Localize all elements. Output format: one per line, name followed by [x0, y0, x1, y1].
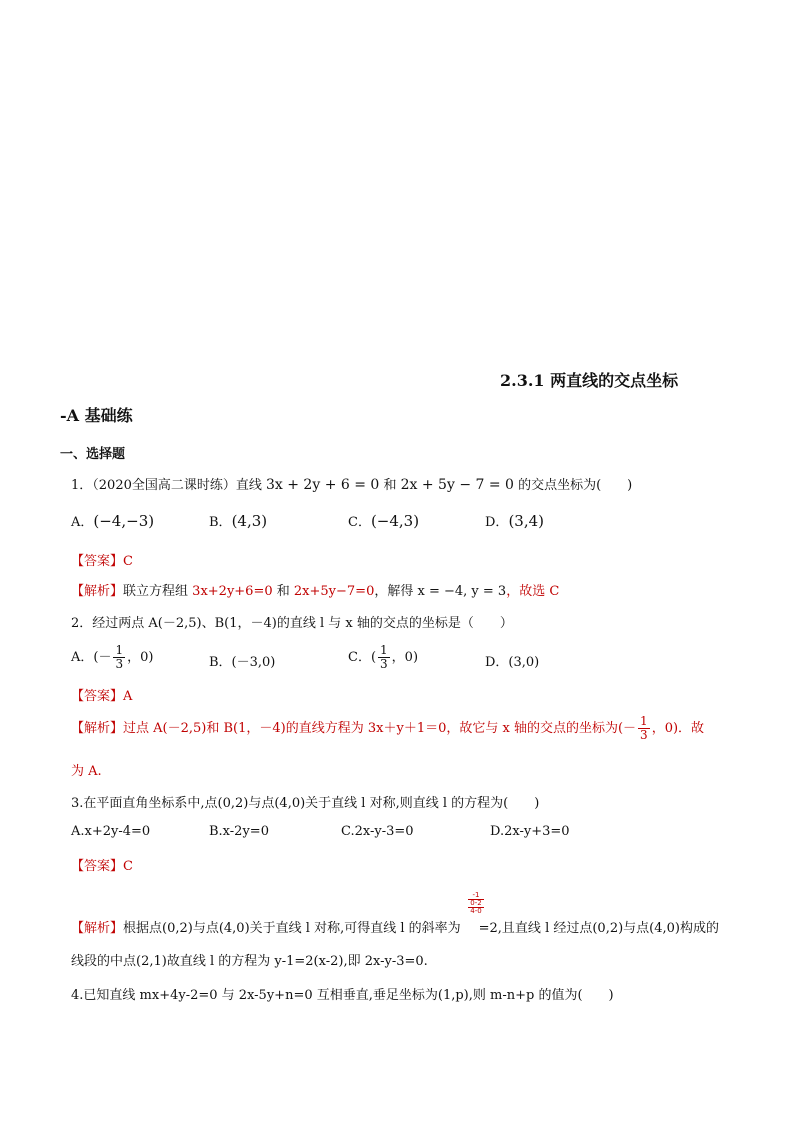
question-1-analysis [71, 580, 559, 599]
analysis-equation: 3x＋y＋1＝0 [367, 721, 447, 736]
section-heading: -A 基础练 [60, 406, 133, 425]
fraction-denominator: 3 [640, 728, 648, 742]
option-label: A．(－ [71, 650, 112, 665]
question-1-answer [71, 550, 133, 569]
question-1-stem-tail: 的交点坐标为( ) [518, 478, 633, 493]
question-1-option-d [485, 511, 544, 530]
option-label: B． [209, 515, 232, 530]
fraction-one-third [638, 715, 650, 742]
analysis-conclusion: ，0)．故 [651, 721, 705, 736]
question-1-equation-2: 2x + 5y − 7 = 0 [400, 477, 514, 493]
analysis-text: 过点 A(－2,5)和 B(1，－4)的直线方程为 [123, 721, 364, 736]
question-3-analysis [71, 917, 719, 936]
fraction-one-third [113, 644, 125, 671]
analysis-text: 联立方程组 [123, 584, 189, 599]
question-1-option-c [348, 511, 419, 530]
option-label: A． [71, 515, 94, 530]
fraction-denominator: 3 [115, 657, 124, 671]
question-3-option-c: C.2x-y-3=0 [341, 824, 414, 839]
option-label: D． [485, 515, 509, 530]
option-value: (−4,−3) [93, 512, 155, 530]
analysis-text: 根据点(0,2)与点(4,0)关于直线 l 对称,可得直线 l 的斜率为 [123, 921, 461, 936]
question-2-option-d: D．(3,0) [485, 655, 540, 670]
question-3-option-a: A.x+2y-4=0 [71, 824, 151, 839]
fraction-one-third [378, 644, 390, 671]
question-3-option-d: D.2x-y+3=0 [490, 824, 570, 839]
question-1-stem [71, 474, 632, 493]
question-1-conjunction: 和 [383, 478, 397, 493]
analysis-equation-1: 3x+2y+6=0 [192, 584, 273, 599]
question-1-option-b [209, 511, 267, 530]
question-3-option-b: B.x-2y=0 [209, 824, 269, 839]
fraction-bottom: 4-0 [470, 907, 482, 915]
question-3-stem: 3.在平面直角坐标系中,点(0,2)与点(4,0)关于直线 l 对称,则直线 l 的方程为( ) [71, 796, 540, 811]
analysis-solution: x = −4, y = 3 [417, 584, 507, 599]
option-label: C．( [348, 650, 377, 665]
answer-tag: 【答案】 [71, 859, 124, 874]
analysis-text-2: ，解得 [374, 584, 414, 599]
analysis-tag: 【解析】 [71, 584, 124, 599]
fraction-numerator: 1 [640, 714, 648, 728]
option-value: (−4,3) [370, 512, 420, 530]
question-4-stem: 4.已知直线 mx+4y-2=0 与 2x-5y+n=0 互相垂直,垂足坐标为(1,p),则 m-n+p 的值为( ) [71, 988, 614, 1003]
analysis-tag: 【解析】 [71, 921, 124, 936]
question-2-answer [71, 685, 132, 704]
fraction-numerator: 1 [380, 643, 388, 657]
fraction-middle: 0-2 [468, 900, 484, 908]
analysis-equation-2: 2x+5y−7=0 [293, 584, 375, 599]
answer-tag: 【答案】 [71, 554, 124, 569]
question-1-option-a [71, 511, 154, 530]
option-value: (4,3) [231, 512, 268, 530]
question-1-stem-text: 1．（2020全国高二课时练）直线 [71, 478, 262, 493]
slope-compound-fraction [468, 892, 484, 915]
analysis-tag: 【解析】 [71, 721, 124, 736]
option-label: C． [348, 515, 371, 530]
question-1-equation-1: 3x + 2y + 6 = 0 [266, 477, 380, 493]
option-tail: ，0) [127, 650, 154, 665]
question-2-option-a [71, 644, 153, 671]
fraction-numerator: 1 [115, 643, 124, 657]
answer-value: C [123, 859, 133, 874]
answer-value: C [123, 554, 133, 569]
document-title: 2.3.1 两直线的交点坐标 [500, 371, 679, 390]
question-2-option-c [348, 644, 418, 671]
question-2-option-b: B．(－3,0) [209, 655, 276, 670]
option-tail: ，0) [391, 650, 419, 665]
fraction-top: -1 [468, 892, 484, 900]
question-3-analysis-line-2: 线段的中点(2,1)故直线 l 的方程为 y-1=2(x-2),即 2x-y-3=0. [71, 954, 428, 969]
subsection-heading: 一、选择题 [60, 447, 126, 462]
analysis-text-2: =2,且直线 l 经过点(0,2)与点(4,0)构成的 [478, 921, 719, 936]
fraction-denominator: 3 [380, 657, 388, 671]
answer-value: A [123, 689, 133, 704]
answer-tag: 【答案】 [71, 689, 124, 704]
question-2-stem: 2．经过两点 A(－2,5)、B(1，－4)的直线 l 与 x 轴的交点的坐标是（ ） [71, 616, 513, 631]
analysis-conjunction: 和 [276, 584, 290, 599]
question-2-analysis-line-2: 为 A. [71, 764, 102, 779]
option-value: (3,4) [508, 512, 544, 530]
analysis-conclusion: ，故选 C [506, 584, 560, 599]
question-2-analysis [71, 715, 704, 742]
question-3-answer [71, 855, 133, 874]
analysis-text-2: ，故它与 x 轴的交点的坐标为(－ [446, 721, 637, 736]
